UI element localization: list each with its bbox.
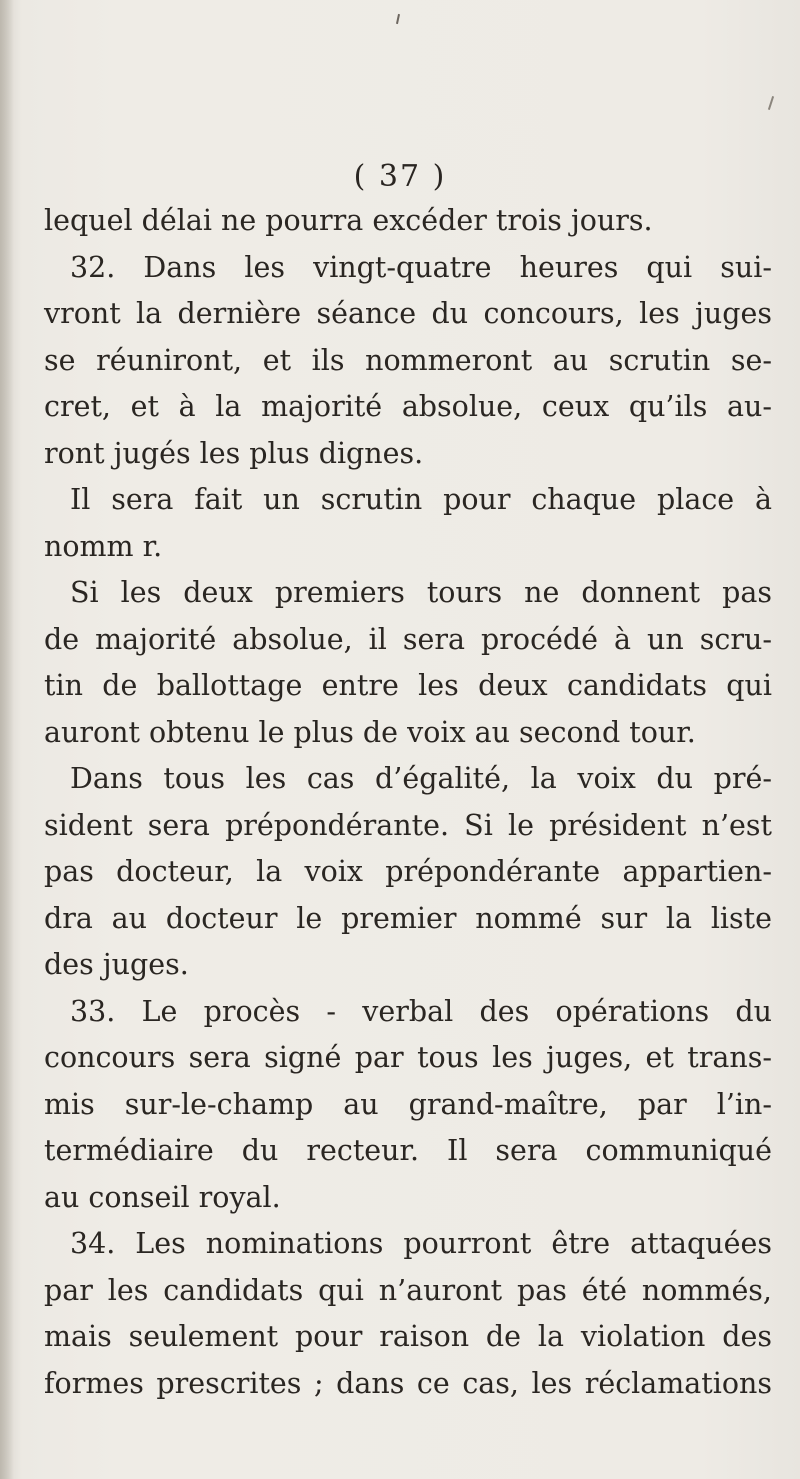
text-line: pas docteur, la voix prépondérante appartien- <box>44 855 772 888</box>
text-line: mais seulement pour raison de la violation des <box>44 1320 772 1353</box>
text-line: 34. Les nominations pourront être attaquées <box>70 1227 772 1260</box>
text-line: au conseil royal. <box>44 1180 281 1214</box>
body-text <box>44 198 772 1407</box>
page-number: ( 37 ) <box>353 159 447 194</box>
text-line: auront obtenu le plus de voix au second tour. <box>44 715 696 749</box>
text-line: 33. Le procès - verbal des opérations du <box>70 994 772 1028</box>
text-line: formes prescrites ; dans ce cas, les réclamations <box>44 1366 772 1400</box>
text-line: 32. Dans les vingt-quatre heures qui sui- <box>70 250 772 284</box>
binding-shadow <box>0 0 14 1479</box>
text-line: nomm r. <box>44 529 163 563</box>
text-line: des juges. <box>44 948 189 981</box>
text-line: concours sera signé par tous les juges, et trans- <box>44 1041 772 1074</box>
text-line: de majorité absolue, il sera procédé à un scru- <box>44 622 772 656</box>
text-line: Dans tous les cas d’égalité, la voix du pré- <box>70 762 772 795</box>
text-line: dra au docteur le premier nommé sur la liste <box>44 901 772 935</box>
text-line: termédiaire du recteur. Il sera communiqué <box>44 1134 772 1167</box>
text-line: vront la dernière séance du concours, les juges <box>44 297 772 330</box>
text-line: par les candidats qui n’auront pas été nommés, <box>44 1273 772 1307</box>
text-line: Si les deux premiers tours ne donnent pas <box>70 576 772 609</box>
text-line: Il sera fait un scrutin pour chaque place à <box>70 483 772 516</box>
stray-ink-mark <box>396 14 400 24</box>
text-line: tin de ballottage entre les deux candidats qui <box>44 669 772 702</box>
text-line: lequel délai ne pourra excéder trois jours. <box>44 204 653 237</box>
text-line: se réuniront, et ils nommeront au scrutin se- <box>44 343 772 377</box>
text-line: cret, et à la majorité absolue, ceux qu’ils au- <box>44 390 772 423</box>
text-line: mis sur-le-champ au grand-maître, par l’in- <box>44 1087 772 1121</box>
text-line: sident sera prépondérante. Si le président n’est <box>44 808 772 842</box>
stray-ink-mark <box>768 96 774 110</box>
text-line: ront jugés les plus dignes. <box>44 436 424 470</box>
